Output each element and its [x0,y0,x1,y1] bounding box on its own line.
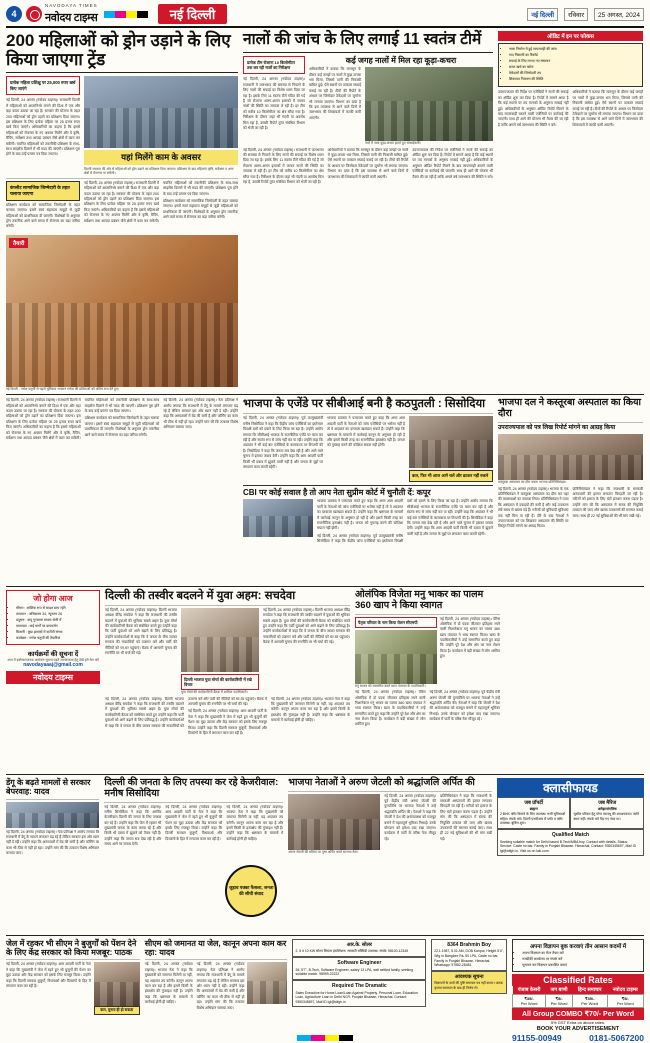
rates-table [512,986,644,1008]
classified-listing[interactable] [292,980,426,1008]
cbi-body-col2: भाजपा प्रवक्ता ने पलटवार करते हुए कहा कि अगर आम आदमी पार्टी के नेताओं को जांच एजेंसियों पर भरोसा नहीं है तो वे अदालत का दरवाजा खटखटा सकते हैं। उन्होंने कहा कि भ्रष्टाचार के मामलों में कार्रवाई कानून के अनुसार हो रही है और इसमें किसी तरह का राजनीतिक हस्तक्षेप नहीं है। जनता को गुमराह करने की कोशिश सफल नहीं होगी। [327,416,405,448]
drains-headline: नालों की जांच के लिए लगाई 11 स्वतंत्र टीमें [243,31,482,48]
edition-label: नई दिल्ली [527,8,558,21]
sachdeva-headline: दिल्ली की तस्वीर बदलने में युवा अहम: सचदेवा [105,589,296,602]
hospital-headline: भाजपा दल ने कस्तूरबा अस्पताल का किया दौरा [498,397,641,420]
tayari-caption: नई दिल्ली : गणेश चतुर्थी से पहले मूर्तिकार भगवान गणेश की प्रतिमाओं को अंतिम रूप देते हुए। [6,386,120,391]
rate-col-head: नवोदय टाइम्स [607,986,643,995]
sachdeva-body-col1: नई दिल्ली, 24 अगस्त (नवोदय टाइम्स)। दिल्ली भाजपा अध्यक्ष वीरेंद्र सचदेवा ने कहा कि राजधानी की तस्वीर बदलने में युवाओं की भूमिका सबसे अहम है। युवा मोर्चा की कार्यकारिणी बैठक को संबोधित करते हुए उन्होंने कहा कि पार्टी युवाओं को आगे बढ़ाने के लिए प्रतिबद्ध है। उन्होंने कार्यकर्ताओं से कहा कि वे जनता के बीच जाकर सरकार की नाकामियों को उजागर करें और पार्टी की नीतियों को घर-घर पहुंचाएं। बैठक में आगामी चुनाव की रणनीति पर भी चर्चा की गई। [105,607,177,656]
cbi-photo [409,416,493,468]
dengue-story [6,778,99,932]
cm-headline: जेल में रहकर भी सीएम ने बुजुर्गों को पेंशन देने के लिए केंद्र सरकार को किया मजबूर: पाठक [6,938,137,957]
today-item: • कार्यक्रम : गणेश चतुर्थी की तैयारियां [16,636,97,641]
sachdeva-caption: युवा मोर्चा की कार्यकारिणी बैठक में शामिल पदाधिकारी। [181,690,248,695]
invite-line: कार्यक्रमों की सूचना दें [27,651,79,659]
classified-col-heading: Qualified Match [551,831,590,838]
logo-mark-icon [26,6,42,22]
classified-listing[interactable] [431,939,507,971]
jaitley-headline: भाजपा नेताओं ने अरुण जेटली को श्रद्धांजलि अर्पित की [288,776,475,788]
jaitley-body: नई दिल्ली, 24 अगस्त (नवोदय टाइम्स)। पूर्व केंद्रीय मंत्री अरुण जेटली की पुण्यतिथि पर भाजपा नेताओं ने उन्हें श्रद्धांजलि अर्पित की। नेताओं ने कहा कि जेटली ने देश की अर्थव्यवस्था को मजबूत बनाने में महत्वपूर्ण भूमिका निभाई। उनके योगदान को हमेशा याद रखा जाएगा। कार्यक्रम में पार्टी के वरिष्ठ नेता मौजूद रहे। प्रतिनिधिमंडल ने कहा कि राजधानी के सरकारी अस्पतालों की हालत लगातार बिगड़ती जा रही है। मरीजों को इलाज के लिए घंटों इंतजार करना पड़ता है। उन्होंने मांग की कि अस्पताल में स्टाफ की नियुक्ति तत्काल की जाए और खराब उपकरणों की मरम्मत कराई जाए। साथ ही 22 नई सुविधाओं की भी मांग रखी गई। [384,793,492,841]
promo-step: • अपना विज्ञापन का मैटर तैयार करें [522,951,641,956]
manu-photo [355,630,437,684]
footer-logo: नवोदय टाइम्स [6,671,100,684]
sachdeva-body-col2: नई दिल्ली, 24 अगस्त (नवोदय टाइम्स)। दिल्ली भाजपा अध्यक्ष वीरेंद्र सचदेवा ने कहा कि राजधानी की तस्वीर बदलने में युवाओं की भूमिका सबसे अहम है। युवा मोर्चा की कार्यकारिणी बैठक को संबोधित करते हुए उन्होंने कहा कि पार्टी युवाओं को आगे बढ़ाने के लिए प्रतिबद्ध है। उन्होंने कार्यकर्ताओं से कहा कि वे जनता के बीच जाकर सरकार की नाकामियों को उजागर करें और पार्टी की नीतियों को घर-घर पहुंचाएं। बैठक में आगामी चुनाव की रणनीति पर भी चर्चा की गई। [263,607,350,645]
combo-offer: All Group COMBO ₹70/- Per Word [512,1008,644,1020]
jaitley-story [288,778,492,932]
classified-block [497,778,644,932]
audit-box-body: उपराज्यपाल की निर्देश पर एजेंसियों ने नालों की सफाई का ऑडिट शुरू कर दिया है। रिपोर्ट में सामने आया है कि कई स्थानों पर तय मानकों के अनुरूप सफाई नहीं हुई। अधिकारियों के अनुसार ऑडिट रिपोर्ट मिलने के बाद लापरवाही बरतने वाली एजेंसियों पर कार्रवाई की जाएगी। साथ ही आगे की योजना भी तैयार की जा रही है ताकि अगले वर्ष जलभराव की स्थिति न बने। अधिकारियों ने बताया कि मानसून के दौरान कई जगहों पर नालों में कूड़ा-कचरा भरा मिला, जिससे पानी की निकासी बाधित हुई। ऐसे स्थानों पर तत्काल सफाई कराई जा रही है। टीमों की रिपोर्ट के आधार पर जिम्मेदार ठेकेदारों पर जुर्माना भी लगाया जाएगा। विभाग का दावा है कि इस व्यवस्था से आने वाले दिनों में जलभराव की शिकायतों में काफी कमी आएगी। [498,90,643,127]
tapasya-body: नई दिल्ली, 24 अगस्त (नवोदय टाइम्स)। मनीष सिसोदिया ने कहा कि अरविंद केजरीवाल दिल्ली की जनता के लिए तपस्या कर रहे हैं। उन्होंने कहा कि जेल में रहकर भी मुख्यमंत्री जनता के काम करवा रहे हैं और किसी भी दबाव में झुकने को तैयार नहीं हैं। उन्होंने कहा कि जनता सब देख रही है और समय आने पर जवाब देगी। नई दिल्ली, 24 अगस्त (नवोदय टाइम्स)। आम आदमी पार्टी के नेता ने कहा कि मुख्यमंत्री ने जेल में रहते हुए भी बुजुर्गों की पेंशन का मुद्दा उठाया और केंद्र सरकार को इसके लिए मजबूर किया। उन्होंने कहा कि दिल्ली सरकार बुजुर्गों, विधवाओं और दिव्यांगों के हित में लगातार काम कर रही है। नई दिल्ली, 24 अगस्त (नवोदय टाइम्स)। भाजपा नेता ने कहा कि मुख्यमंत्री को जमानत मिलेगी या नहीं, यह अदालत तय करेगी। कानून अपना काम कर रहा है और इसमें किसी के हस्तक्षेप की गुंजाइश नहीं है। उन्होंने कहा कि भ्रष्टाचार के मामलों में कार्रवाई होनी ही चाहिए। [104,804,284,847]
bottom-section [6,939,644,1043]
combo-note: 5% GST Extra on above rates. [550,1019,606,1025]
edition-flag: नई दिल्ली [158,4,228,24]
today-item: • यातायात : कई मार्गों पर डायवर्जन [16,624,97,629]
audit-box-title: ऑडिट में इन पर फोकस [498,31,643,41]
promo-top: अपना विज्ञापन बुक करवाएं तीन आसान कदमों में [529,943,627,950]
dengue-headline: डेंगू के बढ़ते मामलों से सरकार बेपरवाह: यादव [6,777,91,797]
rates-title: Classified Rates [512,974,644,986]
phone-right[interactable]: 0181-5067200 [589,1032,644,1043]
today-box [6,590,100,771]
rate-unit: Per Word [550,1000,568,1006]
rate-unit: Per Word [581,1000,599,1006]
lead-yellow-band: यहां मिलेंगे काम के अवसर [84,150,238,165]
listing-body: 22.1.1987, 5.01 AM, DOB Kanpur, Height 5'4", Wtg in Banglore Rs. 50 LPA, Caste no bar, Family in Punjabi Bhawan, Himachal. Whatsapp: 97882-28481 [434,949,504,968]
drains-body-col1: नई दिल्ली, 24 अगस्त (नवोदय टाइम्स)। राजधानी में जलभराव की समस्या से निपटने के लिए नालों की सफाई पर विशेष ध्यान दिया जा रहा है। इसके लिए 11 स्वतंत्र टीमें गठित की गई हैं जो रोजाना अलग-अलग इलाकों में जाकर नालों की स्थिति का जायजा ले रही हैं। हर टीम को करीब 10 किलोमीटर का क्षेत्र सौंपा गया है। निरीक्षण के दौरान जहां भी गंदगी या अवरोध मिल रहा है, उसकी रिपोर्ट तुरंत संबंधित विभाग को भेजी जा रही है। [243,77,305,130]
classified-col-body: 2 BHK फ्लैट किराये के लिए उपलब्ध। सभी सुविधाओं सहित। संपर्क करें। दिल्ली एनसीआर में प्लॉट व फ्लैट उपलब्ध। बुकिंग शुरू। [499,812,566,826]
notice-title: आवश्यक सूचना [454,973,484,980]
hospital-subhead: उपराज्यपाल को पत्र लिख रिपोर्ट मांगने का आग्रह किया [498,425,616,432]
colleges-body: प्रशिक्षण कार्यक्रम को सामाजिक जिम्मेदारी के तहत चलाया जाएगा। इसमें स्वयं सहायता समूहों से जुड़ी महिलाओं को प्राथमिकता दी जाएगी। विशेषज्ञों के अनुसार ड्रोन तकनीक आने वाले समय में रोजगार का बड़ा जरिया बनेगी। [6,202,80,229]
listing-body: 26, 5'7", B.Tech, Software Engineer, salary 12 LPA, well settled family, seeking suitable match. 98999-22222 [295,967,414,977]
invite-email[interactable]: navodayaaaj@gmail.com [23,662,83,669]
cbi-sub-body: भाजपा प्रवक्ता ने पलटवार करते हुए कहा कि अगर आम आदमी पार्टी के नेताओं को जांच एजेंसियों पर भरोसा नहीं है तो वे अदालत का दरवाजा खटखटा सकते हैं। उन्होंने कहा कि भ्रष्टाचार के मामलों में कार्रवाई कानून के अनुसार हो रही है और इसमें किसी तरह का राजनीतिक हस्तक्षेप नहीं है। जनता को गुमराह करने की कोशिश सफल नहीं होगी। नई दिल्ली, 24 अगस्त (नवोदय टाइम्स)। पूर्व उपमुख्यमंत्री मनीष सिसोदिया ने कहा कि केंद्रीय जांच एजेंसियों का इस्तेमाल विपक्षी दलों को दबाने के लिए किया जा रहा है। उन्होंने आरोप लगाया कि सीबीआई भाजपा के राजनीतिक एजेंडे पर काम कर रही है और स्वतंत्र रूप से जांच नहीं कर पा रही। उन्होंने कहा कि अदालत ने भी कई बार एजेंसियों के कामकाज पर टिप्पणी की है। सिसोदिया ने कहा कि जनता सब देख रही है और आने वाले चुनाव में इसका जवाब देगी। उन्होंने कहा कि आम आदमी पार्टी किसी भी दबाव में झुकने वाली नहीं है और जनता के मुद्दों पर लगातार काम करती रहेगी। [317,499,494,544]
invite-sub: आप में इस्तेमालजनक आमंत्रण सुचना पढ़ने जागरूकता हेतु देखें हमें मेल करें [7,658,99,663]
masthead-right [527,8,644,21]
classified-cells-right [431,939,507,1043]
rates-block [512,939,644,1043]
drains-photo [365,67,493,141]
promo-step: • भुगतान कर विज्ञापन प्रकाशित कराएं [522,963,641,968]
listing-title: 8364 Brahmin Boy [447,941,491,948]
audit-item: • सफाई के लिए लगाए गए संसाधन [509,59,639,64]
lead-story [6,31,238,391]
manu-body: नई दिल्ली, 24 अगस्त (नवोदय टाइम्स)। पेरिस ओलंपिक में दो पदक जीतकर इतिहास रचने वाली निशानेबाज मनु भाकर का पालम 360 खाप पंचायत ने भव्य स्वागत किया। खाप के पदाधिकारियों ने उन्हें सम्मानित करते हुए कहा कि उन्होंने पूरे देश और क्षेत्र का नाम रोशन किया है। कार्यक्रम में बड़ी संख्या में लोग शामिल हुए। [440,616,500,659]
second-left-spacer [6,398,238,582]
page-number-badge: 4 [6,6,22,22]
rate-value: ₹5/- [621,995,629,1001]
classified-col-heading: जब प्रॉपर्टी [524,799,544,806]
manu-story [355,590,500,771]
lead-body-continued: नई दिल्ली, 24 अगस्त (नवोदय टाइम्स)। राजधानी दिल्ली में महिलाओं को आत्मनिर्भर बनाने की दिशा में एक और बड़ा कदम उठाया जा रहा है। सरकार की योजना के तहत 200 महिलाओं को ड्रोन उड़ाने का प्रशिक्षण दिया जाएगा। इस प्रशिक्षण के लिए प्रत्येक महिला पर 25 हजार रुपए खर्च किए जाएंगे। अधिकारियों का कहना है कि इससे महिलाओं को रोजगार के नए अवसर मिलेंगे और वे कृषि, मैपिंग, सर्वेक्षण तथा आपदा प्रबंधन जैसे क्षेत्रों में काम कर सकेंगी। चयनित महिलाओं को तकनीकी प्रशिक्षण के साथ-साथ लाइसेंस दिलाने में भी मदद की जाएगी। प्रशिक्षण पूरा होने के बाद उन्हें प्रमाण पत्र दिया जाएगा। प्रशिक्षण कार्यक्रम को सामाजिक जिम्मेदारी के तहत चलाया जाएगा। इसमें स्वयं सहायता समूहों से जुड़ी महिलाओं को प्राथमिकता दी जाएगी। विशेषज्ञों के अनुसार ड्रोन तकनीक आने वाले समय में रोजगार का बड़ा जरिया बनेगी। [84,180,238,223]
lead-story-tail: नई दिल्ली, 24 अगस्त (नवोदय टाइम्स)। राजधानी दिल्ली में महिलाओं को आत्मनिर्भर बनाने की दिशा में एक और बड़ा कदम उठाया जा रहा है। सरकार की योजना के तहत 200 महिलाओं को ड्रोन उड़ाने का प्रशिक्षण दिया जाएगा। इस प्रशिक्षण के लिए प्रत्येक महिला पर 25 हजार रुपए खर्च किए जाएंगे। अधिकारियों का कहना है कि इससे महिलाओं को रोजगार के नए अवसर मिलेंगे और वे कृषि, मैपिंग, सर्वेक्षण तथा आपदा प्रबंधन जैसे क्षेत्रों में काम कर सकेंगी। चयनित महिलाओं को तकनीकी प्रशिक्षण के साथ-साथ लाइसेंस दिलाने में भी मदद की जाएगी। प्रशिक्षण पूरा होने के बाद उन्हें प्रमाण पत्र दिया जाएगा। प्रशिक्षण कार्यक्रम को सामाजिक जिम्मेदारी के तहत चलाया जाएगा। इसमें स्वयं सहायता समूहों से जुड़ी महिलाओं को प्राथमिकता दी जाएगी। विशेषज्ञों के अनुसार ड्रोन तकनीक आने वाले समय में रोजगार का बड़ा जरिया बनेगी। नई दिल्ली, 24 अगस्त (नवोदय टाइम्स)। नेता प्रतिपक्ष ने आरोप लगाया कि राजधानी में डेंगू के मामले लगातार बढ़ रहे हैं लेकिन सरकार इस ओर ध्यान नहीं दे रही। उन्होंने कहा कि अस्पतालों में बेड की कमी है और फॉगिंग का काम भी ठीक से नहीं हो रहा। उन्होंने मांग की कि तत्काल विशेष अभियान चलाया जाए। [6,398,238,440]
dengue-body: नई दिल्ली, 24 अगस्त (नवोदय टाइम्स)। नेता प्रतिपक्ष ने आरोप लगाया कि राजधानी में डेंगू के मामले लगातार बढ़ रहे हैं लेकिन सरकार इस ओर ध्यान नहीं दे रही। उन्होंने कहा कि अस्पतालों में बेड की कमी है और फॉगिंग का काम भी ठीक से नहीं हो रहा। उन्होंने मांग की कि तत्काल विशेष अभियान चलाया जाए। [6,829,100,856]
hospital-body: नई दिल्ली, 24 अगस्त (नवोदय टाइम्स)। भाजपा के एक प्रतिनिधिमंडल ने कस्तूरबा अस्पताल का दौरा कर वहां की व्यवस्थाओं का जायजा लिया। प्रतिनिधिमंडल ने पाया कि अस्पताल में दवाइयों की कमी है और कई उपकरण लंबे समय से खराब पड़े हैं। मरीजों को बुनियादी सुविधाएं तक नहीं मिल पा रही हैं। दौरे के बाद नेताओं ने उपराज्यपाल को पत्र लिखकर अस्पताल की स्थिति पर विस्तृत रिपोर्ट मांगने का आग्रह किया। प्रतिनिधिमंडल ने कहा कि राजधानी के सरकारी अस्पतालों की हालत लगातार बिगड़ती जा रही है। मरीजों को इलाज के लिए घंटों इंतजार करना पड़ता है। उन्होंने मांग की कि अस्पताल में स्टाफ की नियुक्ति तत्काल की जाए और खराब उपकरणों की मरम्मत कराई जाए। साथ ही 22 नई सुविधाओं की भी मांग रखी गई। [498,486,643,529]
cbi-quote-caption: कल, फिर भी आज आगे चलें और डटकर नहीं रुकने [409,470,493,481]
hospital-story [498,398,643,582]
cbi-headline: भाजपा के एजेंडे पर सीबीआई बनी है कठपुतली : सिसोदिया [243,398,486,411]
today-item: • प्रदूषण : वायु गुणवत्ता मध्यम श्रेणी में [16,618,97,623]
today-item: • तापमान : अधिकतम 34, न्यूनतम 26 [16,612,97,617]
cbi-sub-photo [243,499,313,537]
rate-value: ₹35/- [584,995,595,1001]
tayari-photo [6,235,238,387]
cbi-sub-headline: CBI पर कोई सवाल है तो आप नेता सुप्रीम कोर्ट में चुनौती दें: कपूर [243,485,493,497]
listing-title: Required The Dramatic [331,982,387,989]
listing-title: Software Engineer [337,959,382,966]
classified-col-body: Seeking suitable match for Delhi based B.Tech/MBA boy. Contact with details. Status: Service. Caste no bar. Family in Punjabi Bhawan. Himachal. Contact: 9350345697, Mail ID lgl@tdfgh.in. Visit us on lwk.com [499,839,637,853]
jaitley-caption: अरुण जेटली की प्रतिमा पर पुष्प अर्पित करते भाजपा नेता। [288,849,359,854]
manu-headline: ओलंपिक विजेता मनु भाकर का पालम 360 खाप ने किया स्वागत [355,588,484,611]
drains-body-continued: नई दिल्ली, 24 अगस्त (नवोदय टाइम्स)। राजधानी में जलभराव की समस्या से निपटने के लिए नालों की सफाई पर विशेष ध्यान दिया जा रहा है। इसके लिए 11 स्वतंत्र टीमें गठित की गई हैं जो रोजाना अलग-अलग इलाकों में जाकर नालों की स्थिति का जायजा ले रही हैं। हर टीम को करीब 10 किलोमीटर का क्षेत्र सौंपा गया है। निरीक्षण के दौरान जहां भी गंदगी या अवरोध मिल रहा है, उसकी रिपोर्ट तुरंत संबंधित विभाग को भेजी जा रही है। अधिकारियों ने बताया कि मानसून के दौरान कई जगहों पर नालों में कूड़ा-कचरा भरा मिला, जिससे पानी की निकासी बाधित हुई। ऐसे स्थानों पर तत्काल सफाई कराई जा रही है। टीमों की रिपोर्ट के आधार पर जिम्मेदार ठेकेदारों पर जुर्माना भी लगाया जाएगा। विभाग का दावा है कि इस व्यवस्था से आने वाले दिनों में जलभराव की शिकायतों में काफी कमी आएगी। उपराज्यपाल की निर्देश पर एजेंसियों ने नालों की सफाई का ऑडिट शुरू कर दिया है। रिपोर्ट में सामने आया है कि कई स्थानों पर तय मानकों के अनुरूप सफाई नहीं हुई। अधिकारियों के अनुसार ऑडिट रिपोर्ट मिलने के बाद लापरवाही बरतने वाली एजेंसियों पर कार्रवाई की जाएगी। साथ ही आगे की योजना भी तैयार की जा रही है ताकि अगले वर्ष जलभराव की स्थिति न बने। [243,147,493,185]
listing-title: आर.के. सोलर [346,941,372,948]
audit-box-list [502,47,639,82]
listing-body: 2, 5 व 10 KW सोलर सिस्टम इंस्टॉलेशन। सरकारी सब्सिडी उपलब्ध। संपर्क: 98100-12345 [295,949,409,954]
classified-col-body: सुशील परिवार हेतु योग्य वर/वधू की आवश्यकता। जाति बंधन नहीं। संपर्क करें दिए गए नंबर पर। [573,812,640,821]
classified-listing[interactable] [292,939,426,957]
tapasya-story [104,778,283,932]
paper-logo [26,3,98,26]
yadav-photo [247,962,287,1004]
cm-photo [94,962,140,1006]
classified-listing[interactable] [292,957,426,980]
classified-col-heading: जब मैरिज [598,799,617,806]
lead-body-left: नई दिल्ली, 24 अगस्त (नवोदय टाइम्स)। राजधानी दिल्ली में महिलाओं को आत्मनिर्भर बनाने की दिशा में एक और बड़ा कदम उठाया जा रहा है। सरकार की योजना के तहत 200 महिलाओं को ड्रोन उड़ाने का प्रशिक्षण दिया जाएगा। इस प्रशिक्षण के लिए प्रत्येक महिला पर 25 हजार रुपए खर्च किए जाएंगे। अधिकारियों का कहना है कि इससे महिलाओं को रोजगार के नए अवसर मिलेंगे और वे कृषि, मैपिंग, सर्वेक्षण तथा आपदा प्रबंधन जैसे क्षेत्रों में काम कर सकेंगी। चयनित महिलाओं को तकनीकी प्रशिक्षण के साथ-साथ लाइसेंस दिलाने में भी मदद की जाएगी। प्रशिक्षण पूरा होने के बाद उन्हें प्रमाण पत्र दिया जाएगा। [6,98,80,157]
classified-notice [431,971,507,994]
rate-col-head: जग बाणी [546,986,573,995]
manu-body-tail: नई दिल्ली, 24 अगस्त (नवोदय टाइम्स)। पेरिस ओलंपिक में दो पदक जीतकर इतिहास रचने वाली निशानेबाज मनु भाकर का पालम 360 खाप पंचायत ने भव्य स्वागत किया। खाप के पदाधिकारियों ने उन्हें सम्मानित करते हुए कहा कि उन्होंने पूरे देश और क्षेत्र का नाम रोशन किया है। कार्यक्रम में बड़ी संख्या में लोग शामिल हुए। नई दिल्ली, 24 अगस्त (नवोदय टाइम्स)। पूर्व केंद्रीय मंत्री अरुण जेटली की पुण्यतिथि पर भाजपा नेताओं ने उन्हें श्रद्धांजलि अर्पित की। नेताओं ने कहा कि जेटली ने देश की अर्थव्यवस्था को मजबूत बनाने में महत्वपूर्ण भूमिका निभाई। उनके योगदान को हमेशा याद रखा जाएगा। कार्यक्रम में पार्टी के वरिष्ठ नेता मौजूद रहे। [355,690,500,727]
paper-name-hi: नवोदय टाइम्स [45,11,98,24]
classified-column[interactable] [570,797,644,829]
classified-qualified-match[interactable] [497,829,644,857]
hospital-caption: कस्तूरबा अस्पताल का दौरा करता भाजपा प्रतिनिधिमंडल। [498,480,567,485]
second-section [6,398,644,582]
promo-step: • नजदीकी कार्यालय पर संपर्क करें [522,957,641,962]
masthead [6,4,644,28]
sachdeva-body-tail: नई दिल्ली, 24 अगस्त (नवोदय टाइम्स)। दिल्ली भाजपा अध्यक्ष वीरेंद्र सचदेवा ने कहा कि राजधानी की तस्वीर बदलने में युवाओं की भूमिका सबसे अहम है। युवा मोर्चा की कार्यकारिणी बैठक को संबोधित करते हुए उन्होंने कहा कि पार्टी युवाओं को आगे बढ़ाने के लिए प्रतिबद्ध है। उन्होंने कार्यकर्ताओं से कहा कि वे जनता के बीच जाकर सरकार की नाकामियों को उजागर करें और पार्टी की नीतियों को घर-घर पहुंचाएं। बैठक में आगामी चुनाव की रणनीति पर भी चर्चा की गई। नई दिल्ली, 24 अगस्त (नवोदय टाइम्स)। आम आदमी पार्टी के नेता ने कहा कि मुख्यमंत्री ने जेल में रहते हुए भी बुजुर्गों की पेंशन का मुद्दा उठाया और केंद्र सरकार को इसके लिए मजबूर किया। उन्होंने कहा कि दिल्ली सरकार बुजुर्गों, विधवाओं और दिव्यांगों के हित में लगातार काम कर रही है। नई दिल्ली, 24 अगस्त (नवोदय टाइम्स)। भाजपा नेता ने कहा कि मुख्यमंत्री को जमानत मिलेगी या नहीं, यह अदालत तय करेगी। कानून अपना काम कर रहा है और इसमें किसी के हस्तक्षेप की गुंजाइश नहीं है। उन्होंने कहा कि भ्रष्टाचार के मामलों में कार्रवाई होनी ही चाहिए। [105,696,350,736]
tayari-kicker: तैयारी [9,238,28,248]
rate-unit: Per Word [520,1000,538,1006]
today-item: • मौसम : आंशिक रूप से बादल छाए रहेंगे [16,606,97,611]
sachdeva-kicker: दिल्ली भाजपा युवा मोर्चा की कार्यकारिणी में रखे विचार [181,674,259,690]
date-label: 25 अगस्त, 2024 [594,8,644,21]
listing-body: Sales Executive for Home Loan/Loan Against Property. Personal Loan, Education Loan, Agriculture Loan in Delhi NCR. Punjabi Bhawan, Himachal. Contact: 9350345697, Mail ID lgl@tdfgh.in [295,990,418,1004]
classified-col-sub: अरोड़ा/मांगलिक [597,807,617,812]
sachdeva-photo [181,608,259,672]
lead-photo-caption: दिल्ली सरकार की ओर से महिलाओं को ड्रोन उड़ाने का प्रशिक्षण दिया जाएगा। प्रशिक्षण के बाद महिलाएं कृषि, सर्वेक्षण व अन्य क्षेत्रों में रोजगार पा सकेंगी। [84,167,234,176]
colleges-headline: कंप्लीट सामाजिक जिम्मेदारी के तहत चलाया जाएगा [6,181,80,201]
audit-box [498,31,643,391]
rate-col-head: पंजाब केसरी [513,986,546,995]
hospital-photo [498,434,643,480]
audit-item: • गाद निकासी का रिकॉर्ड [509,53,639,58]
classified-column[interactable] [497,797,571,829]
tapasya-headline: दिल्ली की जनता के लिए तपस्या कर रहे केजरीवाल: मनीष सिसोदिया [104,776,279,799]
day-label: रविवार [564,8,588,21]
cm-story [6,939,140,1043]
tayari-block [6,235,238,391]
phone-left[interactable]: 91155-00949 [512,1032,562,1043]
book-line: BOOK YOUR ADVERTISEMENT [536,1025,620,1032]
audit-item: • शिकायत निवारण की स्थिति [509,77,639,82]
rate-value: ₹35/- [524,995,534,1001]
audit-item: • नाला निर्माण में हुई लापरवाही की जांच [509,47,639,52]
cbi-story [243,398,493,582]
audit-item: • बजट खर्च का ब्योरा [509,65,639,70]
lead-photo [84,76,238,148]
rate-value: ₹5/- [555,995,563,1001]
drains-photo-caption: नाले में जमा कूड़ा-कचरा हटाते हुए सफाईकर्मी। [365,141,421,146]
yadav-headline: सीएम को जमानत या जेल, कानून अपना काम कर रहा: यादव [144,938,287,957]
drains-subhead: कई जगह नालों में मिल रहा कूड़ा-कचरा [345,55,457,65]
drains-body-col2: अधिकारियों ने बताया कि मानसून के दौरान कई जगहों पर नालों में कूड़ा-कचरा भरा मिला, जिससे पानी की निकासी बाधित हुई। ऐसे स्थानों पर तत्काल सफाई कराई जा रही है। टीमों की रिपोर्ट के आधार पर जिम्मेदार ठेकेदारों पर जुर्माना भी लगाया जाएगा। विभाग का दावा है कि इस व्यवस्था से आने वाले दिनों में जलभराव की शिकायतों में काफी कमी आएगी। [309,67,361,120]
footer-registration-strip [297,1035,353,1041]
audit-item: • ठेकेदारों की जिम्मेदारी तय [509,71,639,76]
yadav-body: नई दिल्ली, 24 अगस्त (नवोदय टाइम्स)। भाजपा नेता ने कहा कि मुख्यमंत्री को जमानत मिलेगी या नहीं, यह अदालत तय करेगी। कानून अपना काम कर रहा है और इसमें किसी के हस्तक्षेप की गुंजाइश नहीं है। उन्होंने कहा कि भ्रष्टाचार के मामलों में कार्रवाई होनी ही चाहिए। नई दिल्ली, 24 अगस्त (नवोदय टाइम्स)। नेता प्रतिपक्ष ने आरोप लगाया कि राजधानी में डेंगू के मामले लगातार बढ़ रहे हैं लेकिन सरकार इस ओर ध्यान नहीं दे रही। उन्होंने कहा कि अस्पतालों में बेड की कमी है और फॉगिंग का काम भी ठीक से नहीं हो रहा। उन्होंने मांग की कि तत्काल विशेष अभियान चलाया जाए। [144,962,245,1010]
classified-cells-left [292,939,426,1043]
yadav-story [145,939,288,1043]
classified-col-sub: ब्राह्मण [529,807,538,812]
drains-kicker-box: प्रत्येक टीम रोजाना 10 किलोमीटर तक कर रही नालों का निरीक्षण [243,56,305,75]
today-item: • बिजली : कुछ इलाकों में कटौती संभव [16,630,97,635]
dengue-photo [6,802,99,828]
third-section [6,590,644,771]
paper-name-en: NAVODAYA TIMES [45,2,98,8]
rate-unit: Per Word [616,1000,634,1006]
cbi-body-col1: नई दिल्ली, 24 अगस्त (नवोदय टाइम्स)। पूर्व उपमुख्यमंत्री मनीष सिसोदिया ने कहा कि केंद्रीय जांच एजेंसियों का इस्तेमाल विपक्षी दलों को दबाने के लिए किया जा रहा है। उन्होंने आरोप लगाया कि सीबीआई भाजपा के राजनीतिक एजेंडे पर काम कर रही है और स्वतंत्र रूप से जांच नहीं कर पा रही। उन्होंने कहा कि अदालत ने भी कई बार एजेंसियों के कामकाज पर टिप्पणी की है। सिसोदिया ने कहा कि जनता सब देख रही है और आने वाले चुनाव में इसका जवाब देगी। उन्होंने कहा कि आम आदमी पार्टी किसी भी दबाव में झुकने वाली नहीं है और जनता के मुद्दों पर लगातार काम करती रहेगी। [243,416,323,469]
today-box-title: जो होगा आज [33,593,73,603]
fourth-section [6,778,644,932]
lead-kicker-box: प्रत्येक महिला प्रशिक्षु पर 25,000 रुपए खर्च किए जाएंगे [6,76,80,95]
tapasya-stamp: जुड़ाव पक्का फैसला, जनता की सीधी संवाद [225,865,277,917]
manu-kicker: पैतृक परिवार के नाम किया रोशन सीएमपी [355,617,437,628]
rate-col-head: हिन्द समाचार [572,986,607,995]
top-section [6,31,644,391]
drains-story [243,31,493,391]
manu-caption: मनु भाकर को सम्मानित करते खाप पंचायत के पदाधिकारी। [355,683,426,688]
cm-caption: कल, चुनाव ही हो सकता [94,1006,140,1015]
classified-title: क्लासीफायड [497,778,644,797]
cm-body: नई दिल्ली, 24 अगस्त (नवोदय टाइम्स)। आम आदमी पार्टी के नेता ने कहा कि मुख्यमंत्री ने जेल में रहते हुए भी बुजुर्गों की पेंशन का मुद्दा उठाया और केंद्र सरकार को इसके लिए मजबूर किया। उन्होंने कहा कि दिल्ली सरकार बुजुर्गों, विधवाओं और दिव्यांगों के हित में लगातार काम कर रही है। [6,962,91,988]
lead-headline: 200 महिलाओं को ड्रोन उड़ाने के लिए किया जाएगा ट्रेंड [6,31,231,70]
cmyk-registration-strip [104,11,148,18]
notice-body: विज्ञापनों के दावों की पुष्टि समाचार पत्र नहीं करता। पाठक कृपया सत्यापन के बाद ही निर्णय लें। [434,981,503,991]
sachdeva-story [105,590,350,771]
jaitley-photo [288,794,380,850]
